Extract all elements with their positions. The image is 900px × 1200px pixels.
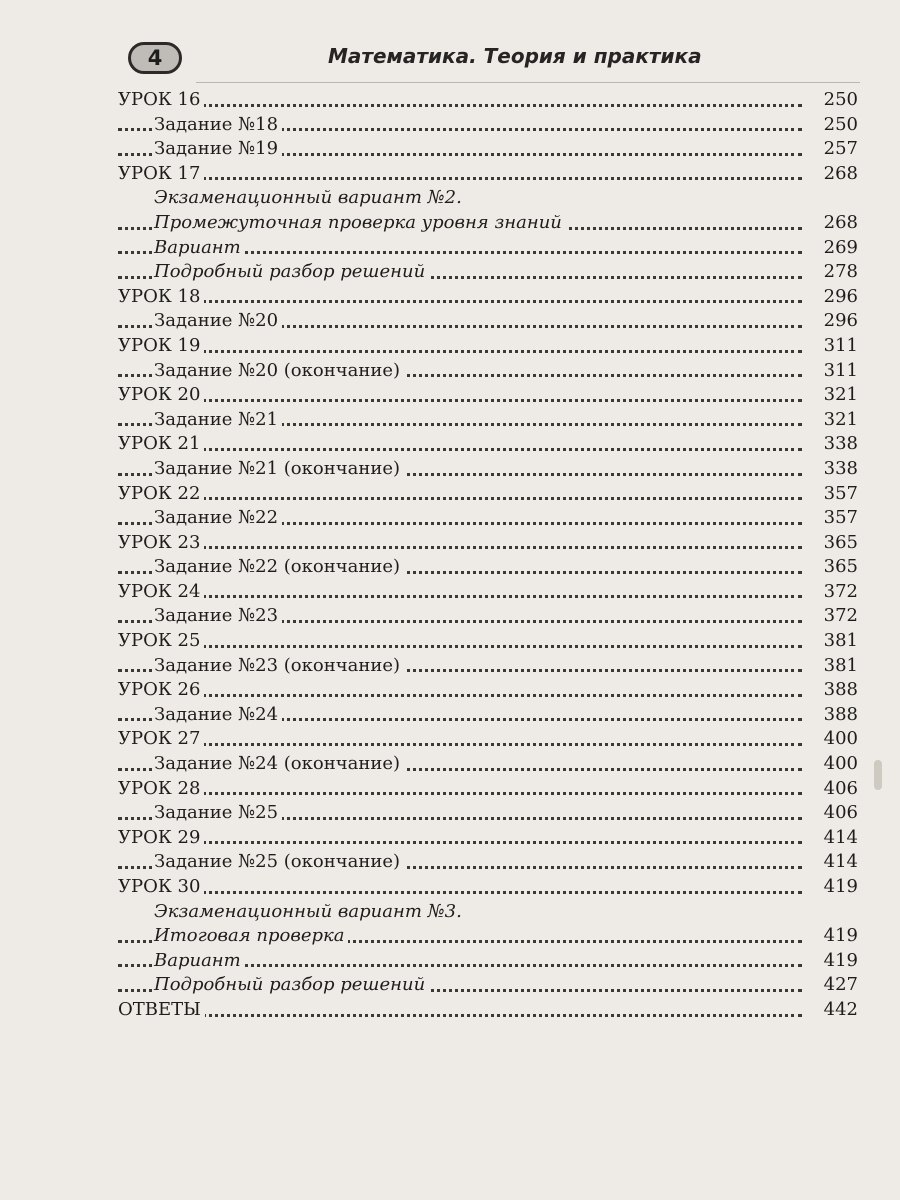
toc-subentry [118,506,858,531]
header-rule [196,82,860,83]
table-of-contents [118,88,858,1023]
toc-entry-title: УРОК 30 [118,876,204,897]
leader-dots [118,595,802,598]
leader-dots [118,104,802,107]
leader-dots [118,743,802,746]
leader-dots [118,546,802,549]
toc-subentry [118,752,858,777]
toc-entry-title: Задание №22 [154,507,282,528]
toc-entry-title: Задание №22 (окончание) [154,556,404,577]
leader-dots [118,448,802,451]
toc-entry-page: 419 [804,875,858,900]
toc-entry-title: Вариант [154,950,245,971]
toc-entry-title: УРОК 29 [118,827,204,848]
toc-entry-page: 381 [804,629,858,654]
toc-subentry [118,850,858,875]
toc-entry-title: Вариант [154,237,245,258]
leader-dots [118,694,802,697]
toc-subentry [118,457,858,482]
toc-entry-page: 388 [804,678,858,703]
toc-subentry [118,654,858,679]
toc-lesson-entry [118,482,858,507]
toc-entry-title: УРОК 19 [118,335,204,356]
toc-entry-page: 338 [804,457,858,482]
page-number-badge [128,42,182,74]
toc-lesson-entry [118,88,858,113]
toc-subentry [118,604,858,629]
toc-entry-page: 257 [804,137,858,162]
page-number: 4 [147,46,163,70]
toc-entry-page: 296 [804,285,858,310]
toc-entry-page: 414 [804,850,858,875]
leader-dots [118,300,802,303]
toc-lesson-entry [118,432,858,457]
toc-entry-page: 311 [804,359,858,384]
toc-subentry [118,900,858,925]
toc-entry-page: 357 [804,506,858,531]
toc-entry-page: 419 [804,924,858,949]
toc-entry-page: 381 [804,654,858,679]
toc-entry-title: УРОК 21 [118,433,204,454]
toc-entry-page: 278 [804,260,858,285]
toc-subentry [118,555,858,580]
toc-entry-page: 296 [804,309,858,334]
toc-entry-page: 406 [804,777,858,802]
toc-entry-page: 414 [804,826,858,851]
toc-subentry [118,703,858,728]
toc-subentry [118,924,858,949]
toc-entry-title: УРОК 23 [118,532,204,553]
toc-subentry [118,973,858,998]
toc-lesson-entry [118,777,858,802]
toc-entry-page: 372 [804,580,858,605]
toc-entry-page: 311 [804,334,858,359]
toc-entry-title: ОТВЕТЫ [118,999,205,1020]
toc-lesson-entry [118,531,858,556]
toc-entry-page: 357 [804,482,858,507]
toc-entry-title: УРОК 28 [118,778,204,799]
toc-entry-page: 427 [804,973,858,998]
toc-entry-title: Итоговая проверка [154,925,348,946]
leader-dots [118,399,802,402]
leader-dots [118,645,802,648]
toc-subentry [118,260,858,285]
toc-entry-title: Экзаменационный вариант №3. [154,901,466,922]
toc-entry-title: Задание №18 [154,114,282,135]
toc-entry-page: 268 [804,162,858,187]
toc-entry-page: 365 [804,531,858,556]
toc-entry-title: УРОК 20 [118,384,204,405]
toc-entry-title: Промежуточная проверка уровня знаний [154,212,566,233]
toc-entry-page: 372 [804,604,858,629]
toc-subentry [118,408,858,433]
toc-lesson-entry [118,285,858,310]
toc-lesson-entry [118,334,858,359]
toc-entry-page: 442 [804,998,858,1023]
toc-entry-title: Задание №25 [154,802,282,823]
toc-entry-page: 321 [804,383,858,408]
toc-entry-page: 338 [804,432,858,457]
toc-entry-title: Задание №25 (окончание) [154,851,404,872]
toc-entry-title: УРОК 16 [118,89,204,110]
leader-dots [118,891,802,894]
toc-entry-title: УРОК 22 [118,483,204,504]
toc-entry-title: Задание №23 (окончание) [154,655,404,676]
toc-entry-title: УРОК 17 [118,163,204,184]
toc-entry-page: 365 [804,555,858,580]
toc-subentry [118,186,858,211]
toc-lesson-entry [118,383,858,408]
leader-dots [118,177,802,180]
toc-entry-title: Экзаменационный вариант №2. [154,187,466,208]
toc-lesson-entry [118,727,858,752]
toc-entry-title: УРОК 27 [118,728,204,749]
toc-lesson-entry [118,162,858,187]
toc-entry-title: Задание №23 [154,605,282,626]
toc-lesson-entry [118,875,858,900]
leader-dots [118,350,802,353]
toc-entry-page: 419 [804,949,858,974]
leader-dots [118,1014,802,1017]
toc-entry-page: 250 [804,113,858,138]
toc-entry-title: Задание №20 (окончание) [154,360,404,381]
toc-subentry [118,949,858,974]
leader-dots [118,841,802,844]
toc-subentry [118,801,858,826]
toc-entry-page: 321 [804,408,858,433]
page-smudge [874,760,882,790]
toc-lesson-entry [118,580,858,605]
toc-entry-title: УРОК 25 [118,630,204,651]
toc-entry-title: Подробный разбор решений [154,974,429,995]
toc-entry-page: 400 [804,727,858,752]
toc-lesson-entry [118,629,858,654]
toc-entry-page: 400 [804,752,858,777]
toc-lesson-entry [118,826,858,851]
toc-entry-page: 250 [804,88,858,113]
toc-subentry [118,359,858,384]
toc-entry-title: УРОК 18 [118,286,204,307]
leader-dots [118,497,802,500]
toc-lesson-entry [118,998,858,1023]
toc-subentry [118,236,858,261]
toc-entry-title: Задание №21 [154,409,282,430]
toc-entry-title: Задание №24 [154,704,282,725]
toc-lesson-entry [118,678,858,703]
toc-subentry [118,113,858,138]
toc-subentry [118,211,858,236]
toc-entry-page: 406 [804,801,858,826]
toc-entry-page: 268 [804,211,858,236]
leader-dots [118,792,802,795]
toc-entry-title: Задание №21 (окончание) [154,458,404,479]
toc-entry-title: Подробный разбор решений [154,261,429,282]
toc-entry-title: Задание №20 [154,310,282,331]
running-title: Математика. Теория и практика [328,44,702,68]
toc-entry-title: Задание №19 [154,138,282,159]
toc-entry-page: 269 [804,236,858,261]
toc-entry-title: Задание №24 (окончание) [154,753,404,774]
toc-subentry [118,309,858,334]
toc-entry-page: 388 [804,703,858,728]
toc-entry-title: УРОК 26 [118,679,204,700]
toc-entry-title: УРОК 24 [118,581,204,602]
toc-subentry [118,137,858,162]
